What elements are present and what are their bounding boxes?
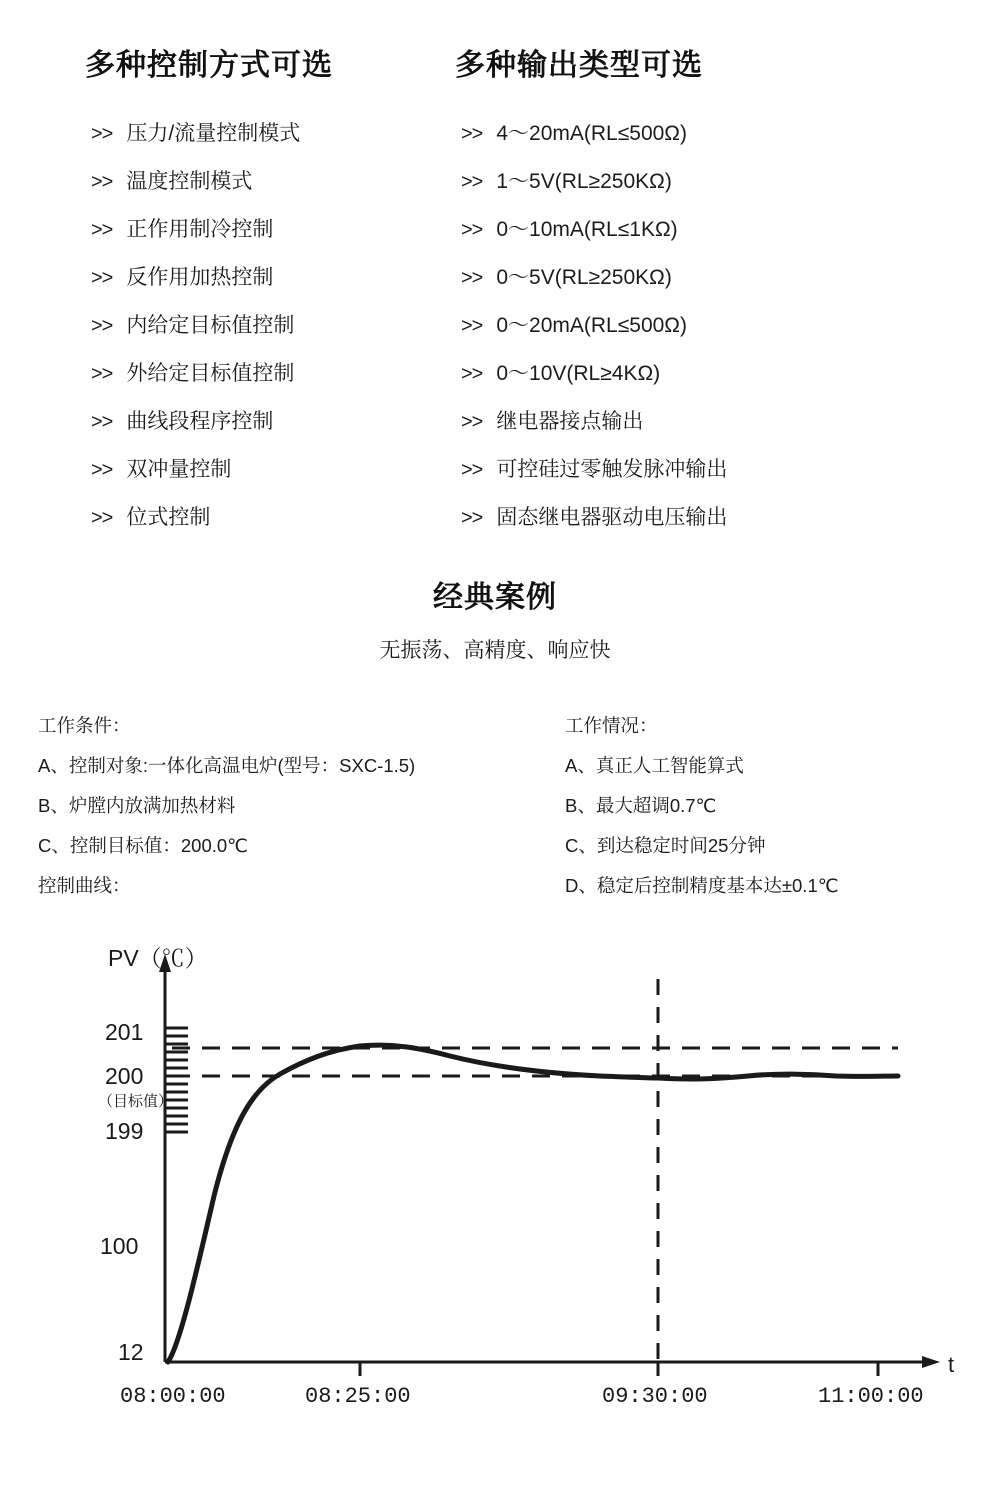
condition-line: B、炉膛内放满加热材料 — [38, 795, 236, 816]
feature-item — [85, 158, 430, 206]
control-curve-chart — [0, 924, 990, 1424]
feature-item-label: 可控硅过零触发脉冲输出 — [496, 458, 728, 481]
arrow-icon: >> — [461, 507, 483, 529]
feature-item — [455, 158, 990, 206]
feature-item — [85, 110, 430, 158]
feature-column-title: 多种输出类型可选 — [455, 49, 703, 82]
feature-item-label: 0～5V(RL≥250KΩ) — [496, 266, 672, 289]
feature-item — [455, 350, 990, 398]
status-line: C、到达稳定时间25分钟 — [565, 835, 766, 856]
x-axis-ticks — [360, 1362, 878, 1376]
x-tick-0930: 09:30:00 — [602, 1384, 708, 1409]
y-axis-break-marks — [165, 1028, 188, 1132]
arrow-icon: >> — [91, 171, 113, 193]
feature-item-label: 曲线段程序控制 — [126, 410, 274, 433]
feature-item — [85, 398, 430, 446]
condition-line: C、控制目标值：200.0℃ — [38, 835, 248, 856]
feature-item-label: 0～10mA(RL≤1KΩ) — [496, 218, 678, 241]
feature-item — [455, 398, 990, 446]
arrow-icon: >> — [91, 123, 113, 145]
arrow-icon: >> — [91, 411, 113, 433]
feature-item-label: 4～20mA(RL≤500Ω) — [496, 122, 687, 145]
case-title: 经典案例 — [433, 581, 557, 614]
y-tick-200-note: （目标值） — [98, 1093, 174, 1110]
work-status-column — [535, 706, 990, 906]
feature-column-title: 多种控制方式可选 — [85, 49, 333, 82]
feature-item-label: 正作用制冷控制 — [126, 218, 274, 241]
feature-item — [85, 302, 430, 350]
status-line: D、稳定后控制精度基本达±0.1℃ — [565, 875, 839, 896]
features-section — [0, 0, 990, 542]
arrow-icon: >> — [91, 267, 113, 289]
arrow-icon: >> — [91, 459, 113, 481]
arrow-icon: >> — [461, 411, 483, 433]
feature-item-label: 外给定目标值控制 — [126, 362, 295, 385]
feature-item — [85, 350, 430, 398]
chart-svg — [0, 924, 990, 1424]
feature-item — [85, 446, 430, 494]
x-axis-arrow-icon — [922, 1356, 940, 1368]
arrow-icon: >> — [461, 363, 483, 385]
arrow-icon: >> — [91, 507, 113, 529]
case-section-header — [0, 572, 990, 664]
arrow-icon: >> — [91, 363, 113, 385]
feature-item-label: 0～20mA(RL≤500Ω) — [496, 314, 687, 337]
y-axis-label: PV（℃） — [108, 945, 208, 971]
arrow-icon: >> — [461, 171, 483, 193]
condition-line: 工作条件： — [38, 715, 131, 736]
status-line: A、真正人工智能算式 — [565, 755, 744, 776]
feature-item — [455, 110, 990, 158]
feature-item-label: 0～10V(RL≥4KΩ) — [496, 362, 661, 385]
x-tick-0825: 08:25:00 — [305, 1384, 411, 1409]
condition-line: 控制曲线： — [38, 875, 131, 896]
x-axis-label: t — [948, 1352, 955, 1377]
feature-item-label: 固态继电器驱动电压输出 — [496, 506, 728, 529]
y-tick-201: 201 — [105, 1019, 144, 1045]
feature-item — [455, 206, 990, 254]
case-subtitle: 无振荡、高精度、响应快 — [379, 639, 611, 662]
arrow-icon: >> — [91, 315, 113, 337]
conditions-section — [0, 706, 990, 906]
status-line: 工作情况： — [565, 715, 658, 736]
y-tick-199: 199 — [105, 1118, 144, 1144]
feature-item-label: 内给定目标值控制 — [126, 314, 295, 337]
work-conditions-column — [0, 706, 535, 906]
status-line: B、最大超调0.7℃ — [565, 795, 717, 816]
feature-item-label: 位式控制 — [126, 506, 211, 529]
feature-item-label: 双冲量控制 — [126, 458, 232, 481]
arrow-icon: >> — [461, 315, 483, 337]
x-tick-0800: 08:00:00 — [120, 1384, 226, 1409]
arrow-icon: >> — [461, 459, 483, 481]
feature-item — [455, 254, 990, 302]
arrow-icon: >> — [91, 219, 113, 241]
x-tick-1100: 11:00:00 — [818, 1384, 924, 1409]
feature-item-label: 反作用加热控制 — [126, 266, 274, 289]
y-tick-100: 100 — [100, 1233, 139, 1259]
y-tick-12: 12 — [118, 1339, 144, 1365]
feature-item — [85, 494, 430, 542]
feature-item-label: 压力/流量控制模式 — [126, 122, 301, 145]
pv-curve — [168, 1045, 898, 1362]
feature-item — [85, 206, 430, 254]
feature-item — [85, 254, 430, 302]
arrow-icon: >> — [461, 267, 483, 289]
feature-item-label: 温度控制模式 — [126, 170, 253, 193]
feature-item — [455, 446, 990, 494]
feature-item — [455, 494, 990, 542]
arrow-icon: >> — [461, 219, 483, 241]
arrow-icon: >> — [461, 123, 483, 145]
feature-item — [455, 302, 990, 350]
y-tick-200: 200 — [105, 1063, 144, 1089]
feature-item-label: 继电器接点输出 — [496, 410, 644, 433]
feature-item-label: 1～5V(RL≥250KΩ) — [496, 170, 672, 193]
feature-column-control-modes — [0, 40, 430, 542]
condition-line: A、控制对象:一体化高温电炉(型号：SXC-1.5) — [38, 755, 416, 776]
feature-column-output-types — [430, 40, 990, 542]
